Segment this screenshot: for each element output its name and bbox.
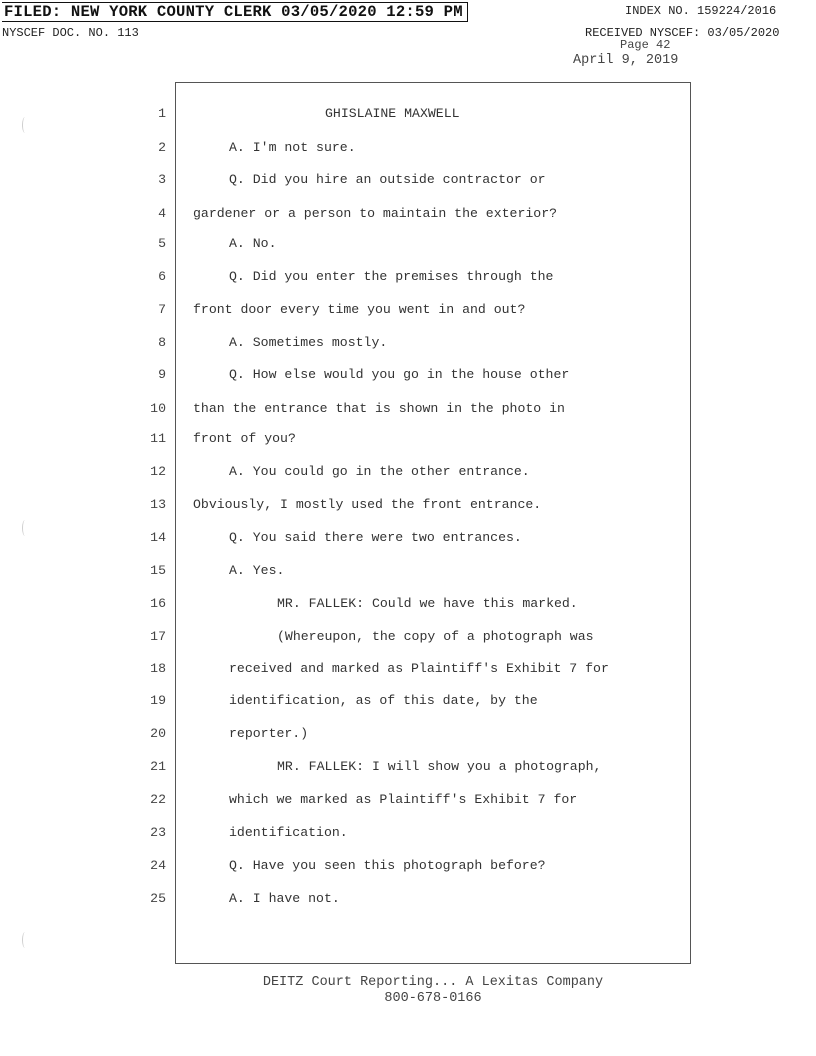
line-number: 3 [158, 172, 166, 187]
transcript-line [0, 825, 816, 848]
line-text: A. You could go in the other entrance. [229, 464, 530, 479]
line-number: 22 [150, 792, 166, 807]
line-text: reporter.) [229, 726, 309, 741]
line-text: Q. Have you seen this photograph before? [229, 858, 546, 873]
line-text: front of you? [193, 431, 296, 446]
line-text: received and marked as Plaintiff's Exhibit 7 for [229, 661, 609, 676]
line-number: 2 [158, 140, 166, 155]
transcript-line [0, 269, 816, 292]
line-text: Obviously, I mostly used the front entrance. [193, 497, 542, 512]
line-text: MR. FALLEK: Could we have this marked. [277, 596, 578, 611]
deposition-date: April 9, 2019 [573, 53, 679, 68]
transcript-line [0, 206, 816, 229]
line-number: 9 [158, 367, 166, 382]
line-text: than the entrance that is shown in the photo in [193, 401, 565, 416]
transcript-line [0, 759, 816, 782]
line-text: GHISLAINE MAXWELL [325, 106, 460, 121]
footer-phone: 800-678-0166 [384, 991, 482, 1006]
line-text: A. Sometimes mostly. [229, 335, 388, 350]
transcript-line [0, 563, 816, 586]
transcript-line [0, 497, 816, 520]
transcript-line [0, 858, 816, 881]
transcript-line [0, 302, 816, 325]
line-number: 23 [150, 825, 166, 840]
line-number: 10 [150, 401, 166, 416]
transcript-line [0, 596, 816, 619]
page-number: Page 42 [620, 38, 671, 52]
line-number: 24 [150, 858, 166, 873]
transcript-line [0, 693, 816, 716]
transcript-line [0, 661, 816, 684]
line-text: identification, as of this date, by the [229, 693, 538, 708]
transcript-line [0, 140, 816, 163]
line-text: A. Yes. [229, 563, 285, 578]
transcript-line [0, 335, 816, 358]
transcript-line [0, 236, 816, 259]
line-number: 6 [158, 269, 166, 284]
index-number: INDEX NO. 159224/2016 [625, 4, 777, 18]
line-text: Q. Did you hire an outside contractor or [229, 172, 546, 187]
line-text: gardener or a person to maintain the exterior? [193, 206, 558, 221]
transcript-line [0, 530, 816, 553]
received-date: RECEIVED NYSCEF: 03/05/2020 [585, 26, 780, 40]
transcript-line [0, 792, 816, 815]
line-text: Q. Did you enter the premises through the [229, 269, 554, 284]
transcript-line [0, 726, 816, 749]
line-number: 1 [158, 106, 166, 121]
footer-company: DEITZ Court Reporting... A Lexitas Company [262, 975, 604, 990]
line-number: 25 [150, 891, 166, 906]
transcript-line [0, 431, 816, 454]
line-text: A. No. [229, 236, 277, 251]
line-number: 20 [150, 726, 166, 741]
transcript-line [0, 367, 816, 390]
transcript-line [0, 106, 816, 129]
line-number: 16 [150, 596, 166, 611]
line-number: 12 [150, 464, 166, 479]
line-number: 7 [158, 302, 166, 317]
transcript-line [0, 891, 816, 914]
line-number: 11 [150, 431, 166, 446]
transcript-line [0, 401, 816, 424]
line-text: front door every time you went in and out? [193, 302, 526, 317]
nyscef-doc-number: NYSCEF DOC. NO. 113 [2, 26, 139, 40]
line-number: 18 [150, 661, 166, 676]
line-number: 4 [158, 206, 166, 221]
line-text: (Whereupon, the copy of a photograph was [277, 629, 594, 644]
line-text: identification. [229, 825, 348, 840]
line-number: 5 [158, 236, 166, 251]
line-number: 19 [150, 693, 166, 708]
line-number: 13 [150, 497, 166, 512]
line-text: Q. How else would you go in the house other [229, 367, 570, 382]
line-number: 17 [150, 629, 166, 644]
line-text: MR. FALLEK: I will show you a photograph, [277, 759, 602, 774]
line-text: Q. You said there were two entrances. [229, 530, 522, 545]
line-number: 8 [158, 335, 166, 350]
filed-stamp: FILED: NEW YORK COUNTY CLERK 03/05/2020 12:59 PM [2, 2, 468, 22]
line-number: 14 [150, 530, 166, 545]
punch-hole-mark [22, 932, 28, 948]
line-number: 15 [150, 563, 166, 578]
line-text: A. I'm not sure. [229, 140, 356, 155]
transcript-line [0, 629, 816, 652]
transcript-line [0, 464, 816, 487]
transcript-line [0, 172, 816, 195]
line-text: A. I have not. [229, 891, 340, 906]
line-text: which we marked as Plaintiff's Exhibit 7 for [229, 792, 578, 807]
line-number: 21 [150, 759, 166, 774]
